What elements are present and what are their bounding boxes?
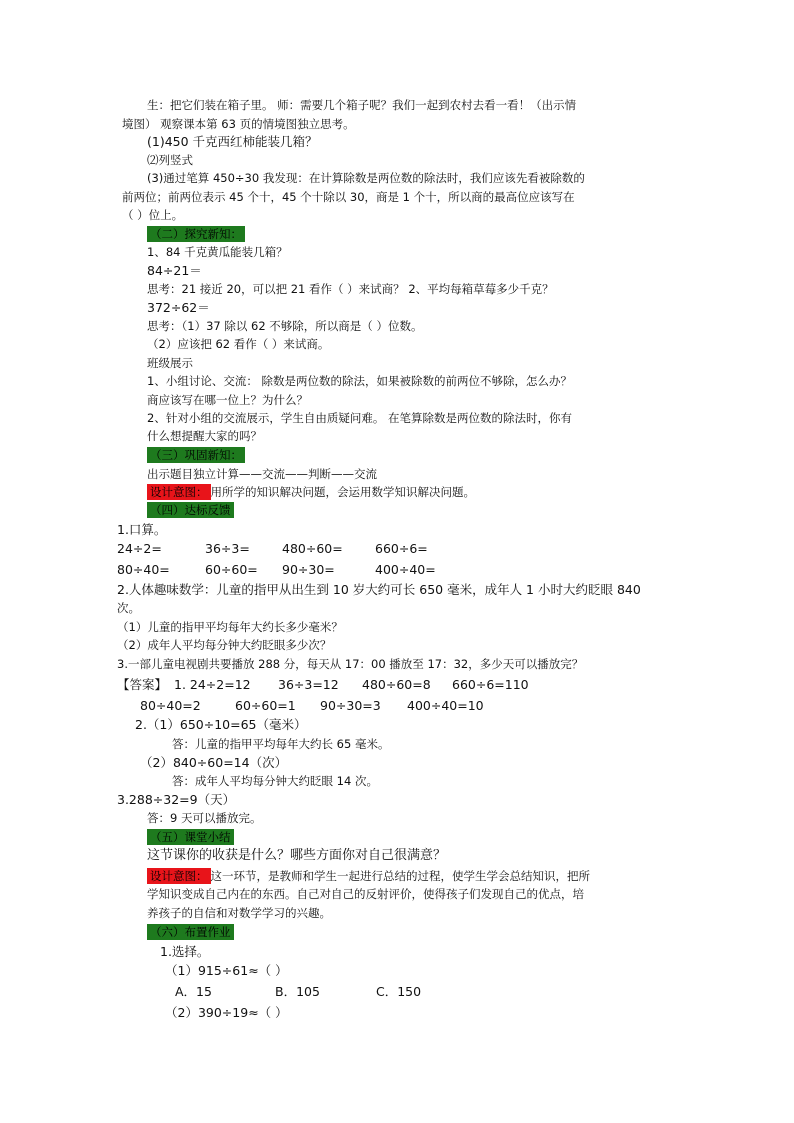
- oral-calc-cell: 400÷40=: [375, 562, 436, 577]
- section-2-heading: [147, 226, 245, 242]
- intro-line-1: 生：把它们装在箱子里。 师：需要几个箱子呢？我们一起到农村去看一看！（出示情: [147, 98, 577, 112]
- section-2-line-6: （2）应该把 62 看作（ ）来试商。: [147, 337, 330, 351]
- oral-calc-cell: 24÷2=: [117, 541, 162, 556]
- problem-2-line-2: 次。: [117, 601, 140, 615]
- design-intent-tag: 设计意图：: [147, 484, 211, 500]
- intro-question-1: (1)450 千克西红柿能装几箱？: [147, 134, 318, 149]
- section-5-design-line-3: 养孩子的自信和对数学学习的兴趣。: [147, 906, 331, 920]
- section-5-heading: [147, 829, 234, 845]
- problem-1-title: 1.口算。: [117, 522, 167, 537]
- section-4-tag: （四）达标反馈: [147, 502, 234, 518]
- section-3-tag: （三）巩固新知：: [147, 447, 245, 463]
- answer-cell: 80÷40=2: [140, 698, 201, 713]
- section-2-line-9: 商应该写在哪一位上？为什么？: [147, 393, 308, 407]
- answer-label: 【答案】: [117, 677, 168, 692]
- answer-cell: 60÷60=1: [235, 698, 296, 713]
- answer-cell: 36÷3=12: [278, 677, 339, 692]
- choice-option: B．105: [275, 984, 320, 999]
- intro-question-2: ⑵列竖式: [147, 153, 193, 167]
- section-6-heading: [147, 924, 234, 940]
- section-5-tag: （五）课堂小结: [147, 829, 234, 845]
- section-2-line-3: 思考：21 接近 20，可以把 21 看作（ ）来试商？ 2、平均每箱草莓多少千克？: [147, 282, 554, 296]
- answer-cell: 480÷60=8: [362, 677, 431, 692]
- section-2-line-4: 372÷62＝: [147, 300, 210, 315]
- answer-2-1-text: 答：儿童的指甲平均每年大约长 65 毫米。: [172, 737, 390, 751]
- section-2-line-10: 2、针对小组的交流展示，学生自由质疑问难。 在笔算除数是两位数的除法时，你有: [147, 411, 572, 425]
- answer-3: 3.288÷32=9（天）: [117, 792, 236, 807]
- section-3-design: [147, 484, 475, 500]
- intro-question-3-line-1: (3)通过笔算 450÷30 我发现：在计算除数是两位数的除法时，我们应该先看被除数的: [147, 171, 585, 185]
- section-5-design-line-1: [147, 868, 590, 884]
- answer-2-2-text: 答：成年人平均每分钟大约眨眼 14 次。: [172, 774, 378, 788]
- summary-question: 这节课你的收获是什么？哪些方面你对自己很满意？: [147, 848, 447, 863]
- oral-calc-cell: 60÷60=: [205, 562, 258, 577]
- answer-cell: 90÷30=3: [320, 698, 381, 713]
- answer-cell: 660÷6=110: [452, 677, 529, 692]
- section-2-line-11: 什么想提醒大家的吗？: [147, 429, 262, 443]
- answer-3-text: 答：9 天可以播放完。: [147, 811, 262, 825]
- oral-calc-cell: 90÷30=: [282, 562, 335, 577]
- section-5-design-line-2: 学知识变成自己内在的东西。自己对自己的反射评价，使得孩子们发现自己的优点，培: [147, 887, 584, 901]
- section-3-line-1: 出示题目独立计算——交流——判断——交流: [147, 467, 377, 481]
- homework-question-2: （2）390÷19≈（ ）: [165, 1005, 288, 1020]
- problem-2-question-1: （1）儿童的指甲平均每年大约长多少毫米？: [117, 620, 343, 634]
- problem-2-line-1: 2.人体趣味数学：儿童的指甲从出生到 10 岁大约可长 650 毫米，成年人 1 小时大约眨眼 840: [117, 582, 641, 597]
- answer-cell: 400÷40=10: [407, 698, 484, 713]
- choice-option: C．150: [376, 984, 422, 999]
- section-2-line-7: 班级展示: [147, 356, 193, 370]
- problem-3: 3.一部儿童电视剧共要播放 288 分，每天从 17：00 播放至 17：32，多少天可以播放完？: [117, 657, 584, 671]
- problem-2-question-2: （2）成年人平均每分钟大约眨眼多少次？: [117, 638, 332, 652]
- intro-question-3-line-3: （ ）位上。: [122, 208, 184, 222]
- section-4-heading: [147, 502, 234, 518]
- section-2-line-8: 1、小组讨论、交流： 除数是两位数的除法，如果被除数的前两位不够除，怎么办？: [147, 374, 572, 388]
- oral-calc-cell: 36÷3=: [205, 541, 250, 556]
- section-2-line-1: 1、84 千克黄瓜能装几箱？: [147, 245, 288, 259]
- section-3-heading: [147, 447, 245, 463]
- oral-calc-cell: 660÷6=: [375, 541, 428, 556]
- oral-calc-cell: 80÷40=: [117, 562, 170, 577]
- intro-line-2: 境图） 观察课本第 63 页的情境图独立思考。: [122, 117, 355, 131]
- answer-2-2: （2）840÷60=14（次）: [140, 755, 288, 770]
- answer-cell: 1. 24÷2=12: [174, 677, 251, 692]
- homework-question-1: （1）915÷61≈（ ）: [165, 963, 288, 978]
- section-2-line-2: 84÷21＝: [147, 263, 202, 278]
- design-intent-tag: 设计意图：: [147, 868, 211, 884]
- design-intent-text: 用所学的知识解决问题，会运用数学知识解决问题。: [210, 485, 475, 499]
- oral-calc-cell: 480÷60=: [282, 541, 343, 556]
- section-6-tag: （六）布置作业: [147, 924, 234, 940]
- choice-option: A．15: [175, 984, 212, 999]
- answer-2-1: 2.（1）650÷10=65（毫米）: [135, 717, 307, 732]
- homework-problem-1: 1.选择。: [160, 944, 210, 959]
- section-2-tag: （二）探究新知：: [147, 226, 245, 242]
- design-intent-text: 这一环节，是教师和学生一起进行总结的过程，使学生学会总结知识，把所: [210, 869, 590, 883]
- intro-question-3-line-2: 前两位；前两位表示 45 个十，45 个十除以 30，商是 1 个十，所以商的最高位应该写在: [122, 190, 575, 204]
- section-2-line-5: 思考：（1）37 除以 62 不够除，所以商是（ ）位数。: [147, 319, 423, 333]
